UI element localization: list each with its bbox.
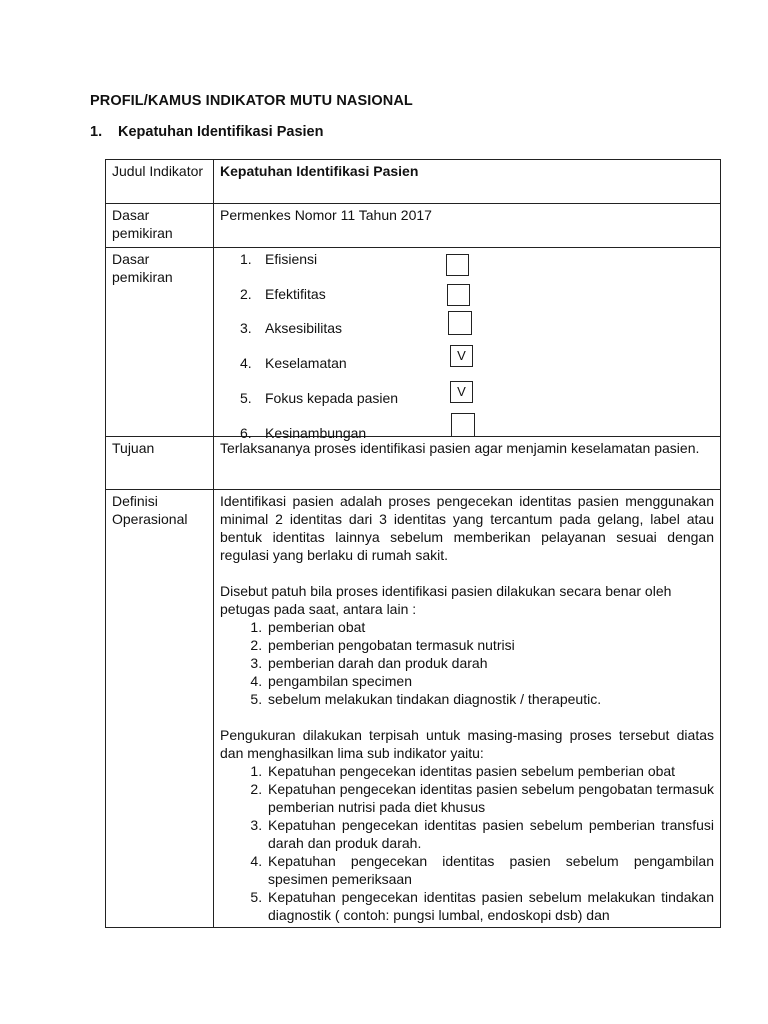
dimension-number: 1. [240,251,252,267]
section-title: Kepatuhan Identifikasi Pasien [118,124,324,140]
list-item: 3. Kepatuhan pengecekan identitas pasien sebelum pemberian transfusi darah dan produk darah. [266,816,714,852]
label-judul-indikator: Judul Indikator [106,160,214,204]
list-item: 2. Kepatuhan pengecekan identitas pasien sebelum pengobatan termasuk pemberian nutrisi pada diet khusus [266,780,714,816]
dimension-list [220,248,714,441]
dimension-checkbox-4[interactable]: V [450,345,473,367]
dimension-number: 4. [240,355,252,371]
list-item: 1. Kepatuhan pengecekan identitas pasien sebelum pemberian obat [266,762,714,780]
definition-paragraph: Identifikasi pasien adalah proses pengecekan identitas pasien menggunakan minimal 2 identitas dari 3 identitas yang tercantum pada gelang, label atau bentuk identitas lainnya sebelum memberikan pelayanan sesuai dengan regulasi yang berlaku di rumah sakit. [220,493,714,563]
dimension-label: Fokus kepada pasien [265,390,399,406]
row-judul-indikator [106,160,721,204]
list-item: 5. sebelum melakukan tindakan diagnostik / therapeutic. [266,690,714,708]
label-dasar-pemikiran: Dasar pemikiran [106,204,214,248]
dimension-label: Efektifitas [265,286,326,302]
list-item: 2. pemberian pengobatan termasuk nutrisi [266,636,714,654]
list-item: 5. Kepatuhan pengecekan identitas pasien sebelum melakukan tindakan diagnostik ( contoh: pungsi lumbal, endoskopi dsb) dan [266,888,714,924]
sub-indicator-list [220,762,714,924]
section-heading [90,124,323,140]
value-tujuan: Terlaksananya proses identifikasi pasien agar menjamin keselamatan pasien. [214,437,721,490]
dimension-number: 6. [240,425,252,441]
list-item: 4. Kepatuhan pengecekan identitas pasien sebelum pengambilan spesimen pemeriksaan [266,852,714,888]
compliance-moments-list [220,618,714,708]
row-tujuan [106,437,721,490]
dimension-checkbox-2[interactable] [447,284,470,306]
list-item: 4. pengambilan specimen [266,672,714,690]
measurement-paragraph: Pengukuran dilakukan terpisah untuk masing-masing proses tersebut diatas dan menghasilkan lima sub indikator yaitu: [220,727,714,761]
indicator-profile-table [105,159,721,928]
row-dasar-pemikiran [106,204,721,248]
value-dasar-pemikiran: Permenkes Nomor 11 Tahun 2017 [214,204,721,248]
compliance-paragraph: Disebut patuh bila proses identifikasi pasien dilakukan secara benar oleh petugas pada saat, antara lain : [220,583,672,617]
dimension-checkbox-6[interactable] [451,413,475,437]
dimension-number: 5. [240,390,252,406]
document-title: PROFIL/KAMUS INDIKATOR MUTU NASIONAL [90,93,413,109]
dimension-label: Efisiensi [265,251,318,267]
dimension-list-cell [214,248,721,441]
dimension-checkbox-1[interactable] [446,254,469,276]
row-dimensi-mutu [106,248,721,437]
list-item: 1. pemberian obat [266,618,714,636]
dimension-label: Kesinambungan [265,425,367,441]
value-definisi-operasional [214,490,721,928]
label-dimensi-mutu: Dasar pemikiran [106,248,214,437]
label-definisi-operasional: Definisi Operasional [106,490,214,928]
value-judul-indikator: Kepatuhan Identifikasi Pasien [214,160,721,204]
label-tujuan: Tujuan [106,437,214,490]
dimension-checkbox-3[interactable] [448,311,472,335]
dimension-label: Aksesibilitas [265,320,343,336]
dimension-label: Keselamatan [265,355,347,371]
dimension-checkbox-5[interactable]: V [450,381,473,403]
dimension-number: 2. [240,286,252,302]
section-number: 1. [90,124,103,140]
list-item: 3. pemberian darah dan produk darah [266,654,714,672]
row-definisi-operasional [106,490,721,928]
dimension-number: 3. [240,320,252,336]
